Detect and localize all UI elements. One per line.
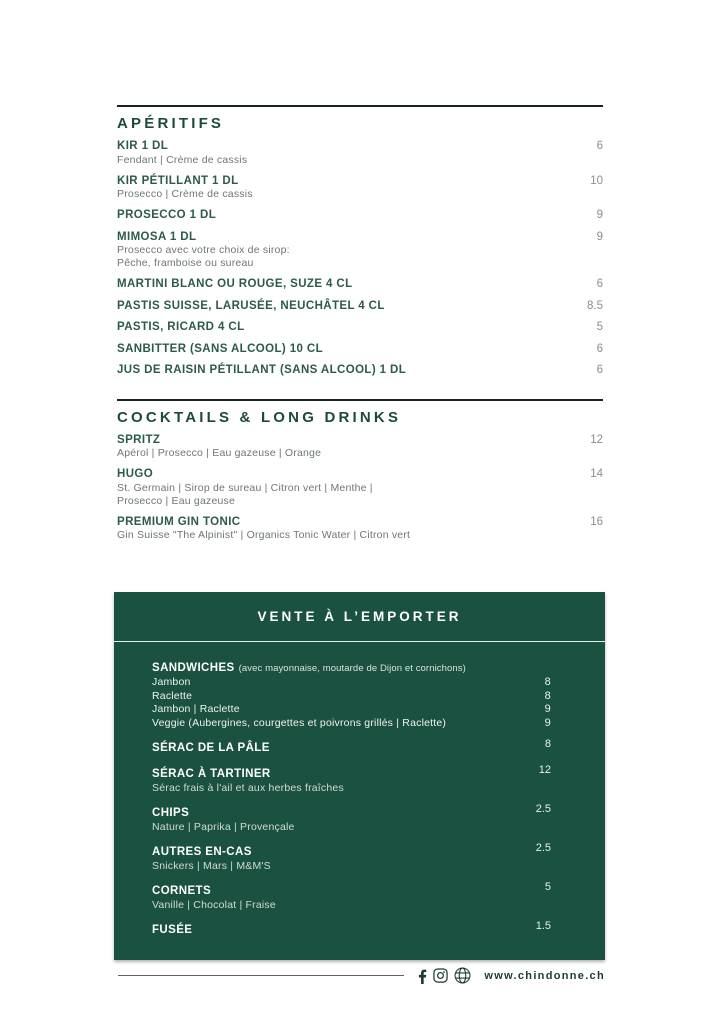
menu-item-price: 12 bbox=[590, 433, 603, 446]
takeaway-item bbox=[152, 881, 551, 912]
takeaway-item-head bbox=[152, 803, 551, 821]
takeaway-item-desc: Vanille | Chocolat | Fraise bbox=[152, 899, 276, 911]
takeaway-item bbox=[152, 803, 551, 834]
menu-item-price: 5 bbox=[596, 321, 603, 333]
takeaway-item-price: 5 bbox=[544, 881, 551, 893]
menu-item-text bbox=[117, 364, 585, 378]
takeaway-subline-label: Jambon bbox=[152, 676, 191, 688]
menu-item bbox=[117, 175, 603, 202]
takeaway-item-text bbox=[152, 738, 533, 756]
menu-item-name: PROSECCO 1 DL bbox=[117, 209, 217, 221]
takeaway-item-head bbox=[152, 738, 551, 756]
menu-item-name: PASTIS, RICARD 4 CL bbox=[117, 321, 245, 333]
menu-item-desc: Gin Suisse "The Alpinist" | Organics Tonic Water | Citron vert bbox=[117, 529, 411, 541]
menu-item-desc: Apérol | Prosecco | Eau gazeuse | Orange bbox=[117, 447, 322, 459]
menu-item-price: 6 bbox=[596, 278, 603, 290]
menu-item-desc: Pêche, framboise ou sureau bbox=[117, 257, 254, 269]
menu-item-name: KIR PÉTILLANT 1 DL bbox=[117, 174, 239, 187]
menu-item-text bbox=[117, 516, 578, 543]
menu-item-name: JUS DE RAISIN PÉTILLANT (SANS ALCOOL) 1 DL bbox=[117, 364, 407, 376]
takeaway-item-name: CORNETS bbox=[152, 885, 212, 897]
menu-item-text bbox=[117, 468, 578, 508]
menu-item-text bbox=[117, 321, 585, 335]
globe-icon[interactable] bbox=[454, 967, 471, 984]
menu-item-price: 14 bbox=[590, 468, 603, 480]
menu-item-name: HUGO bbox=[117, 468, 154, 480]
menu-item-desc: Fendant | Crème de cassis bbox=[117, 153, 248, 166]
takeaway-item bbox=[152, 842, 551, 873]
takeaway-subline-price: 9 bbox=[544, 716, 551, 729]
menu-sections bbox=[117, 105, 603, 542]
instagram-icon[interactable] bbox=[433, 968, 448, 983]
menu-item-name: MIMOSA 1 DL bbox=[117, 230, 197, 243]
section-divider bbox=[117, 105, 603, 107]
section-items bbox=[117, 140, 603, 378]
menu-item-name: PREMIUM GIN TONIC bbox=[117, 515, 241, 528]
takeaway-item-text bbox=[152, 920, 524, 938]
menu-item-desc: Prosecco avec votre choix de sirop: bbox=[117, 244, 290, 256]
takeaway-subline bbox=[152, 690, 551, 704]
takeaway-item-text bbox=[152, 764, 527, 782]
takeaway-item-name: CHIPS bbox=[152, 807, 190, 819]
menu-item-name: PASTIS SUISSE, LARUSÉE, NEUCHÂTEL 4 CL bbox=[117, 299, 385, 312]
menu-section bbox=[117, 105, 603, 378]
menu-item-price: 6 bbox=[596, 364, 603, 376]
takeaway-item-text bbox=[152, 881, 533, 899]
section-title: COCKTAILS & LONG DRINKS bbox=[117, 408, 402, 426]
takeaway-item bbox=[152, 920, 551, 938]
menu-item-text bbox=[117, 278, 585, 292]
takeaway-item-name: SANDWICHES bbox=[152, 662, 235, 674]
menu-item-name: SPRITZ bbox=[117, 433, 161, 446]
takeaway-item bbox=[152, 658, 551, 730]
takeaway-subline-label: Jambon | Raclette bbox=[152, 703, 240, 715]
menu-item bbox=[117, 343, 603, 357]
takeaway-item-desc: Nature | Paprika | Provençale bbox=[152, 821, 295, 833]
menu-item bbox=[117, 434, 603, 461]
menu-item bbox=[117, 140, 603, 167]
menu-item-price: 16 bbox=[590, 515, 603, 528]
takeaway-item-name: AUTRES EN-CAS bbox=[152, 846, 252, 858]
menu-item-text bbox=[117, 231, 585, 271]
takeaway-item-name: SÉRAC À TARTINER bbox=[152, 768, 271, 780]
section-divider bbox=[117, 399, 603, 401]
menu-item-price: 6 bbox=[596, 140, 603, 152]
section-title: APÉRITIFS bbox=[117, 115, 225, 132]
menu-item-text bbox=[117, 140, 585, 167]
takeaway-subline-price: 8 bbox=[544, 676, 551, 688]
menu-item-text bbox=[117, 209, 585, 223]
menu-item-name: KIR 1 DL bbox=[117, 140, 169, 152]
takeaway-item-price: 8 bbox=[544, 738, 551, 750]
page-footer bbox=[118, 967, 605, 984]
takeaway-item-text bbox=[152, 658, 551, 676]
menu-item bbox=[117, 300, 603, 314]
section-items bbox=[117, 434, 603, 543]
menu-item-name: SANBITTER (SANS ALCOOL) 10 CL bbox=[117, 342, 324, 355]
takeaway-item-text bbox=[152, 842, 524, 860]
menu-item-desc: Prosecco | Eau gazeuse bbox=[117, 494, 236, 507]
takeaway-subline bbox=[152, 703, 551, 717]
menu-item-text bbox=[117, 300, 575, 314]
menu-item-price: 9 bbox=[596, 209, 603, 221]
takeaway-item-price: 2.5 bbox=[535, 803, 551, 815]
menu-item-price: 10 bbox=[590, 174, 603, 187]
takeaway-subline bbox=[152, 676, 551, 690]
takeaway-item-name: SÉRAC DE LA PÂLE bbox=[152, 742, 270, 754]
takeaway-item bbox=[152, 764, 551, 795]
takeaway-title: VENTE À L’EMPORTER bbox=[257, 609, 462, 624]
takeaway-items bbox=[114, 642, 605, 950]
takeaway-item-name: FUSÉE bbox=[152, 924, 193, 936]
social-icons bbox=[418, 967, 471, 984]
takeaway-item-head bbox=[152, 881, 551, 899]
takeaway-subline-price: 9 bbox=[544, 703, 551, 715]
facebook-icon[interactable] bbox=[418, 968, 427, 984]
takeaway-item-desc: Snickers | Mars | M&M'S bbox=[152, 860, 271, 872]
menu-item-text bbox=[117, 343, 585, 357]
takeaway-subline-price: 8 bbox=[544, 689, 551, 702]
menu-item bbox=[117, 209, 603, 223]
menu-item-price: 6 bbox=[596, 342, 603, 355]
takeaway-item-head bbox=[152, 658, 551, 676]
menu-section bbox=[117, 399, 603, 543]
menu-item bbox=[117, 516, 603, 543]
menu-item-text bbox=[117, 175, 578, 202]
takeaway-item-head bbox=[152, 764, 551, 782]
takeaway-item-price: 12 bbox=[538, 764, 551, 776]
takeaway-item-head bbox=[152, 920, 551, 938]
takeaway-item-note: (avec mayonnaise, moutarde de Dijon et cornichons) bbox=[238, 663, 466, 674]
menu-item-price: 8.5 bbox=[587, 299, 603, 312]
takeaway-item-price: 2.5 bbox=[535, 842, 551, 854]
menu-item bbox=[117, 321, 603, 335]
takeaway-subline-label: Veggie (Aubergines, courgettes et poivrons grillés | Raclette) bbox=[152, 716, 447, 729]
menu-content bbox=[117, 105, 603, 960]
takeaway-item bbox=[152, 738, 551, 756]
menu-item bbox=[117, 468, 603, 508]
takeaway-subline-label: Raclette bbox=[152, 689, 193, 702]
menu-item bbox=[117, 364, 603, 378]
takeaway-item-text bbox=[152, 803, 524, 821]
menu-item bbox=[117, 231, 603, 271]
takeaway-item-desc: Sérac frais à l'ail et aux herbes fraîches bbox=[152, 782, 344, 794]
footer-divider bbox=[118, 975, 404, 976]
takeaway-item-price: 1.5 bbox=[535, 920, 551, 932]
menu-item bbox=[117, 278, 603, 292]
menu-item-text bbox=[117, 434, 578, 461]
website-link[interactable]: www.chindonne.ch bbox=[484, 969, 605, 982]
menu-item-desc: St. Germain | Sirop de sureau | Citron vert | Menthe | bbox=[117, 481, 373, 494]
takeaway-box bbox=[114, 592, 605, 960]
menu-item-name: MARTINI BLANC OU ROUGE, SUZE 4 CL bbox=[117, 278, 353, 290]
takeaway-subline bbox=[152, 717, 551, 731]
takeaway-item-head bbox=[152, 842, 551, 860]
menu-item-desc: Prosecco | Crème de cassis bbox=[117, 188, 253, 200]
menu-item-price: 9 bbox=[596, 230, 603, 243]
